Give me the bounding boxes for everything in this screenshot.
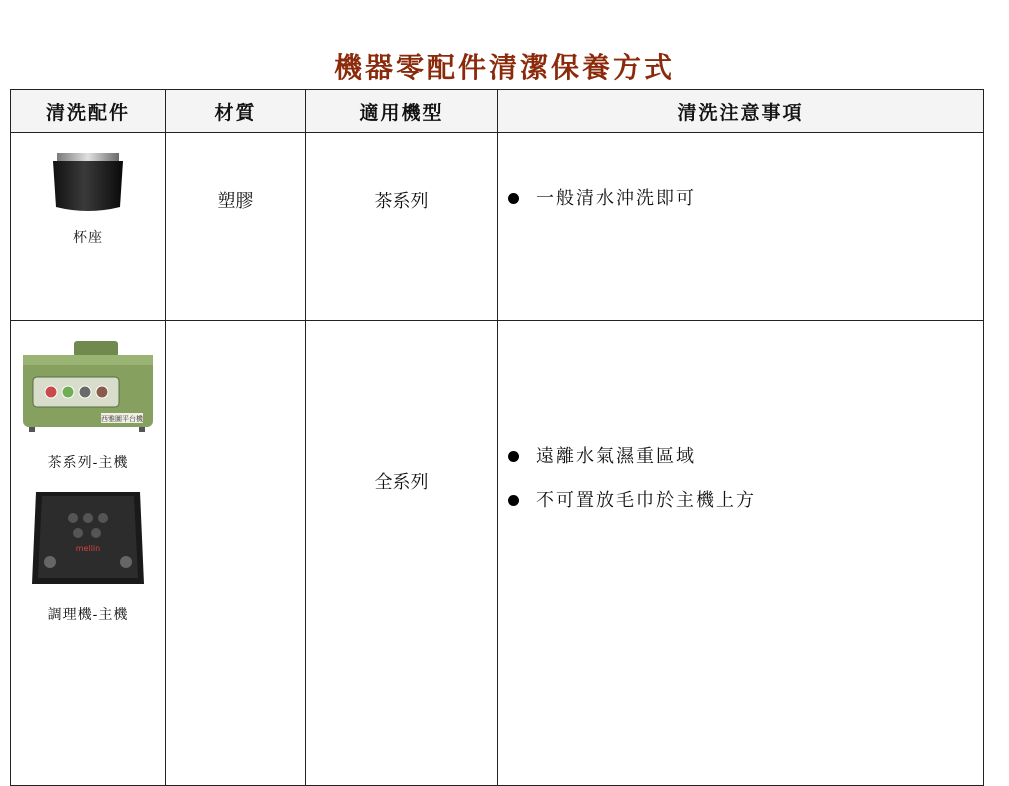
tea-machine-base-icon [19, 339, 157, 434]
maintenance-table [10, 89, 984, 786]
part-caption: 杯座 [73, 230, 103, 246]
part-caption: 調理機-主機 [47, 607, 129, 623]
note-item [508, 435, 983, 479]
model-cell: 全系列 [306, 321, 498, 786]
header-material: 材質 [166, 90, 306, 133]
header-parts: 清洗配件 [11, 90, 166, 133]
table-header-row [11, 90, 984, 133]
page-title: 機器零配件清潔保養方式 [333, 51, 675, 84]
table-row [11, 321, 984, 786]
bullet-icon [508, 495, 519, 506]
header-notes: 清洗注意事項 [498, 90, 984, 133]
notes-cell [498, 133, 984, 321]
blender-base-icon [28, 488, 148, 588]
part-caption: 茶系列-主機 [47, 455, 129, 471]
notes-cell [498, 321, 984, 786]
material-cell [166, 321, 306, 786]
parts-cell [11, 133, 166, 321]
header-model: 適用機型 [306, 90, 498, 133]
material-cell: 塑膠 [166, 133, 306, 321]
bullet-icon [508, 451, 519, 462]
note-text: 一般清水沖洗即可 [536, 188, 696, 209]
parts-cell [11, 321, 166, 786]
model-cell: 茶系列 [306, 133, 498, 321]
bullet-icon [508, 193, 519, 204]
table-row [11, 133, 984, 321]
brand-label: 西雅圖平台機 [101, 415, 143, 423]
cup-base-icon [43, 151, 133, 221]
note-item [508, 479, 983, 523]
brand-label: mellin [75, 544, 101, 553]
note-text: 遠離水氣濕重區域 [536, 446, 696, 467]
note-item [508, 177, 983, 221]
note-text: 不可置放毛巾於主機上方 [536, 490, 756, 511]
